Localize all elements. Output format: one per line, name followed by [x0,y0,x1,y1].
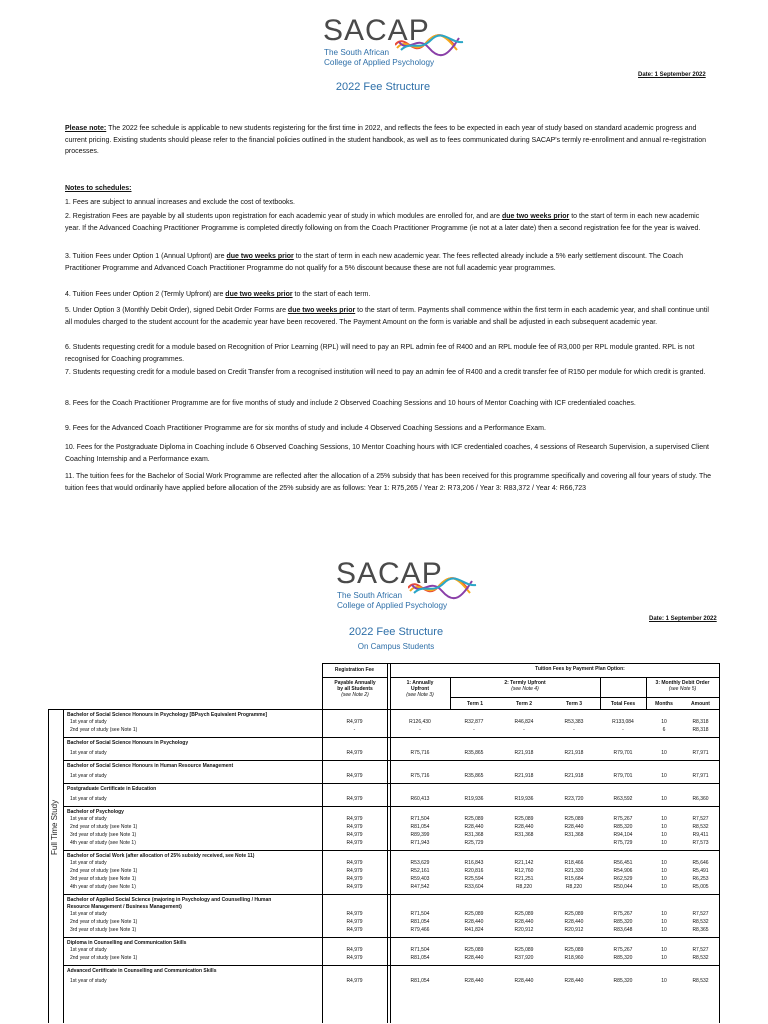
fee-value: R7,971 [692,773,709,779]
fee-value: R25,089 [514,816,534,822]
fee-value: R8,220 [515,884,533,890]
fee-value: 10 [661,884,667,890]
fee-value: R25,729 [464,840,484,846]
fee-value: R85,320 [613,824,633,830]
fee-value: R50,044 [613,884,633,890]
please-note-paragraph [65,123,713,158]
fee-value: R4,979 [346,947,363,953]
fee-value: R32,877 [464,719,484,725]
fee-value: R8,318 [692,727,709,733]
logo-wordmark: SACAP [323,14,430,47]
fee-value: R25,089 [514,947,534,953]
fee-value: R25,089 [564,911,584,917]
fee-value: R79,466 [410,927,430,933]
fee-value: R75,716 [410,773,430,779]
table-rule [719,709,720,1023]
side-label-full-time-study: Full Time Study [50,799,59,855]
fee-value: R5,491 [692,868,709,874]
note-3: 3. Tuition Fees under Option 1 (Annual Upfront) are due two weeks prior to the start of term in each new academic year. The fees reflected already include a 5% early settlement discount. The Coach Practitioner Programme and Advanced Coach Practitioner Programme do not qualify for a 5% discount because these are not full academic year programmes. [65,253,684,272]
logo-tagline-2: College of Applied Psychology [337,601,448,610]
sacap-logo-bottom [336,557,466,619]
fee-value: R4,979 [346,927,363,933]
fee-value: 10 [661,978,667,984]
fee-value: R53,383 [564,719,584,725]
page-title-bottom: 2022 Fee Structure [348,626,444,638]
fee-value: R4,979 [346,816,363,822]
date-bottom: Date: 1 September 2022 [649,616,717,622]
fee-value: R56,451 [613,860,633,866]
fee-value: R4,979 [346,955,363,961]
fee-value: R28,440 [564,824,584,830]
year-of-study-label: 1st year of study [70,773,107,779]
fee-value: R19,936 [514,796,534,802]
header-registration-fee: Registration Fee [334,667,375,673]
fee-value: - [523,727,525,733]
fee-value: R28,440 [464,955,484,961]
fee-value: R75,716 [410,750,430,756]
fee-value: 10 [661,832,667,838]
year-of-study-label: 2nd year of study (see Note 1) [70,824,138,830]
fee-value: R85,320 [613,978,633,984]
fee-value: 10 [661,840,667,846]
header-months: Months [655,701,673,707]
year-of-study-label: 4th year of study (see Note 1) [70,840,136,846]
year-of-study-label: 2nd year of study (see Note 1) [70,727,138,733]
table-rule [48,709,719,710]
fee-value: R9,411 [692,832,709,838]
header-option-3: 3: Monthly Debit Order [655,680,710,686]
fee-value: R81,054 [410,978,430,984]
fee-value: R28,440 [514,824,534,830]
fee-value: 10 [661,796,667,802]
year-of-study-label: 3rd year of study (see Note 1) [70,927,137,933]
fee-value: R4,979 [346,876,363,882]
programme-name-cont: Resource Management / Business Management) [67,904,182,910]
fee-value: 10 [661,750,667,756]
table-rule [63,783,719,784]
header-note-5: (see Note 5) [668,686,697,692]
fee-value: R71,504 [410,911,430,917]
fee-value: R12,760 [514,868,534,874]
fee-value: R53,629 [410,860,430,866]
table-rule [63,760,719,761]
fee-value: R31,368 [514,832,534,838]
fee-value: R4,979 [346,832,363,838]
fee-value: R52,161 [410,868,430,874]
fee-value: R20,912 [564,927,584,933]
programme-name: Advanced Certificate in Counselling and Communication Skills [67,968,217,974]
page-subtitle: On Campus Students [357,642,435,651]
fee-value: R21,918 [564,773,584,779]
fee-value: R31,368 [564,832,584,838]
table-rule [322,663,719,664]
year-of-study-label: 4th year of study (see Note 1) [70,884,136,890]
header-note-2: (see Note 2) [341,692,369,698]
fee-value: - [419,727,421,733]
fee-value: R5,646 [692,860,709,866]
fee-value: 10 [661,927,667,933]
fee-value: 6 [662,727,666,733]
table-rule [63,850,719,851]
fee-value: R75,267 [613,947,633,953]
fee-value: R8,532 [692,978,709,984]
year-of-study-label: 1st year of study [70,796,107,802]
note-2: 2. Registration Fees are payable by all students upon registration for each academic year of study in which modules are enrolled for, and are due two weeks prior to the start of term in each new academic year. If the Advanced Coaching Practitioner Programme is completed directly following on from the Coach Practitioner Programme (ie not at a later date) then a second registration fee for the year is waived. [65,213,701,232]
fee-value: R21,251 [514,876,534,882]
table-rule [63,937,719,938]
fee-value: R4,979 [346,978,363,984]
fee-value: R75,267 [613,816,633,822]
header-option-2: 2: Termly Upfront [504,680,546,686]
fee-value: R6,253 [692,876,709,882]
fee-value: R23,720 [564,796,584,802]
note-7: 7. Students requesting credit for a module based on Credit Transfer from a recognised institution will need to pay an admin fee of R400 and a credit transfer fee of R150 per module for which credit is granted. [65,369,706,376]
fee-value: R41,824 [464,927,484,933]
fee-value: R63,592 [613,796,633,802]
fee-value: R47,542 [410,884,430,890]
year-of-study-label: 1st year of study [70,911,107,917]
fee-value: R16,843 [464,860,484,866]
fee-value: 10 [661,816,667,822]
header-by-all-students: by all Students [337,686,373,692]
table-rule [63,737,719,738]
fee-value: R8,532 [692,824,709,830]
fee-value: R8,220 [565,884,583,890]
fee-value: R133,084 [612,719,634,725]
fee-value: R4,979 [346,860,363,866]
year-of-study-label: 1st year of study [70,719,107,725]
programme-name: Bachelor of Social Science Honours in Human Resource Management [67,763,234,769]
fee-value: R21,142 [514,860,534,866]
header-term-3: Term 3 [565,701,583,707]
table-rule [390,677,719,678]
fee-value: R31,368 [464,832,484,838]
logo-wordmark: SACAP [336,557,443,590]
year-of-study-label: 1st year of study [70,978,107,984]
header-option-1-upfront: Upfront [410,686,430,692]
fee-value: R8,318 [692,719,709,725]
fee-value: R62,529 [613,876,633,882]
date-top: Date: 1 September 2022 [638,72,706,78]
fee-value: R4,979 [346,750,363,756]
fee-value: R25,089 [564,816,584,822]
fee-value: R85,320 [613,955,633,961]
fee-value: 10 [661,947,667,953]
fee-value: 10 [661,824,667,830]
header-note-4: (see Note 4) [511,686,539,692]
fee-value: R21,918 [514,773,534,779]
header-amount: Amount [691,701,710,707]
fee-value: 10 [661,919,667,925]
fee-value: R71,504 [410,816,430,822]
note-9: 9. Fees for the Advanced Coach Practitioner Programme are for six months of study and include 4 Observed Coaching Sessions and a Performance Exam. [65,425,546,432]
fee-value: R19,936 [464,796,484,802]
logo-wave-icon [408,573,480,603]
fee-value: R7,527 [692,911,709,917]
fee-value: 10 [661,876,667,882]
fee-value: R35,865 [464,750,484,756]
fee-value: 10 [661,868,667,874]
please-note-text: The 2022 fee schedule is applicable to new students registering for the first time in 2022, and reflects the fees to be expected in each year of study based on standard academic progress and current pricing. Existing students should please refer to the financial policies outlined in the student handbook, as well as to fees communicated during SACAP's termly re-enrollment and annual re-registration processes. [65,125,707,156]
fee-value: R28,440 [564,978,584,984]
year-of-study-label: 2nd year of study (see Note 1) [70,955,138,961]
page-title-top: 2022 Fee Structure [335,81,431,93]
sacap-logo-top [323,14,453,76]
fee-table [48,663,720,1024]
header-term-1: Term 1 [466,701,484,707]
fee-value: R94,104 [613,832,633,838]
fee-value: R46,824 [514,719,534,725]
note-11: 11. The tuition fees for the Bachelor of Social Work Programme are reflected after the allocation of a 25% subsidy that has been received for this programme specifically and covering all four years of study. The tuition fees that would ordinarily have applied before allocation of the 25% subsidy are as follows: Year 1: R75,265 / Year 2: R73,206 / Year 3: R83,372 / Year 4: R66,723 [65,473,712,492]
programme-name: Bachelor of Applied Social Science (majoring in Psychology and Counselling / Human [67,897,272,903]
fee-value: R71,943 [410,840,430,846]
fee-value: R18,960 [564,955,584,961]
fee-value: R81,054 [410,919,430,925]
table-rule [387,663,388,1023]
header-tuition-fees: Tuition Fees by Payment Plan Option: [535,666,625,672]
table-rule [63,894,719,895]
fee-value: R37,920 [514,955,534,961]
programme-name: Bachelor of Social Work (after allocation of 25% subsidy received, see Note 11) [67,853,255,859]
fee-value: R75,267 [613,911,633,917]
fee-value: R7,527 [692,947,709,953]
table-rule [322,677,387,678]
fee-value: R60,413 [410,796,430,802]
please-note-label: Please note: [65,125,107,132]
fee-value: R20,816 [464,868,484,874]
fee-value: R4,979 [346,884,363,890]
fee-value: - [573,727,575,733]
header-option-1: 1: Annually [406,680,434,686]
table-rule [646,697,719,698]
fee-value: R8,365 [692,927,709,933]
fee-value: R25,089 [464,911,484,917]
note-6: 6. Students requesting credit for a module based on Recognition of Prior Learning (RPL) will need to pay an RPL admin fee of R400 and an RPL module fee of R3,000 per RPL module granted. RPL is not recognised for Coaching programmes. [65,344,695,363]
table-rule [63,965,719,966]
fee-value: R28,440 [464,824,484,830]
fee-value: R4,979 [346,919,363,925]
fee-value: 10 [661,719,667,725]
fee-value: R59,403 [410,876,430,882]
fee-value: R21,918 [514,750,534,756]
fee-value: R20,912 [514,927,534,933]
fee-value: R126,430 [409,719,431,725]
fee-value: - [473,727,475,733]
fee-value: R81,054 [410,955,430,961]
fee-value: R25,089 [464,816,484,822]
logo-tagline-2: College of Applied Psychology [324,58,435,67]
fee-value: R18,466 [564,860,584,866]
table-rule [450,697,646,698]
fee-value: R8,532 [692,955,709,961]
notes-heading: Notes to schedules: [65,185,132,192]
fee-value: R85,320 [613,919,633,925]
fee-value: R35,865 [464,773,484,779]
fee-value: R21,918 [564,750,584,756]
note-5: 5. Under Option 3 (Monthly Debit Order), signed Debit Order Forms are due two weeks prior to the start of term. Payments shall commence within the first term in each academic year, and shall continue until all modules charged to the student account for the academic year have been recovered. The Payment Amount on the form is variable and shall be adjusted in each subsequent academic year. [65,307,709,326]
table-rule [719,663,720,709]
fee-value: R15,684 [564,876,584,882]
fee-value: R28,440 [464,978,484,984]
fee-value: R28,440 [514,919,534,925]
fee-value: R81,054 [410,824,430,830]
fee-value: R7,527 [692,816,709,822]
fee-value: R28,440 [464,919,484,925]
fee-value: R25,089 [464,947,484,953]
fee-value: R5,005 [692,884,709,890]
fee-value: R4,979 [346,796,363,802]
fee-value: - [353,727,356,733]
header-total-fees: Total Fees [610,701,636,707]
note-10: 10. Fees for the Postgraduate Diploma in Coaching include 6 Observed Coaching Sessions, 10 Mentor Coaching hours with ICF credentialed coaches, 4 sessions of Research Supervision, a supervised Client Coaching Internship and a Performance exam. [65,444,709,463]
fee-value: R4,979 [346,773,363,779]
year-of-study-label: 1st year of study [70,750,107,756]
table-rule [63,806,719,807]
fee-value: R28,440 [564,919,584,925]
fee-value: R4,979 [346,824,363,830]
table-rule [63,709,64,1023]
fee-value: 10 [661,955,667,961]
fee-value: R89,399 [410,832,430,838]
fee-value: 10 [661,860,667,866]
programme-name: Bachelor of Social Science Honours in Psychology [BPsych Equivalent Programme] [67,712,268,718]
year-of-study-label: 3rd year of study (see Note 1) [70,832,137,838]
fee-value: R4,979 [346,840,363,846]
logo-wave-icon [395,30,467,60]
fee-value: R25,594 [464,876,484,882]
programme-name: Postgraduate Certificate in Education [67,786,157,792]
programme-name: Bachelor of Psychology [67,809,124,815]
year-of-study-label: 1st year of study [70,816,107,822]
fee-value: R33,604 [464,884,484,890]
programme-name: Diploma in Counselling and Communication Skills [67,940,187,946]
fee-value: R4,979 [346,868,363,874]
header-payable-annually: Payable Annually [334,680,376,686]
year-of-study-label: 1st year of study [70,860,107,866]
programme-name: Bachelor of Social Science Honours in Psychology [67,740,189,746]
fee-value: R21,330 [564,868,584,874]
year-of-study-label: 3rd year of study (see Note 1) [70,876,137,882]
logo-tagline-1: The South African [324,48,390,57]
fee-value: R25,089 [564,947,584,953]
fee-value: R79,701 [613,750,633,756]
fee-value: R75,729 [613,840,633,846]
fee-value: R79,701 [613,773,633,779]
fee-value: 10 [661,911,667,917]
fee-value: R6,360 [692,796,709,802]
fee-value: R71,504 [410,947,430,953]
note-4: 4. Tuition Fees under Option 2 (Termly Upfront) are due two weeks prior to the start of each term. [65,291,371,298]
fee-value: R83,648 [613,927,633,933]
fee-value: R7,573 [692,840,709,846]
note-8: 8. Fees for the Coach Practitioner Programme are for five months of study and include 2 Observed Coaching Sessions and 10 hours of Mentor Coaching with ICF credentialed coaches. [65,400,636,407]
header-note-3: (see Note 3) [406,692,434,698]
fee-value: R4,979 [346,911,363,917]
year-of-study-label: 2nd year of study (see Note 1) [70,868,138,874]
fee-value: R28,440 [514,978,534,984]
year-of-study-label: 1st year of study [70,947,107,953]
fee-value: R25,089 [514,911,534,917]
fee-value: R8,532 [692,919,709,925]
fee-value: R7,971 [692,750,709,756]
header-term-2: Term 2 [515,701,533,707]
fee-value: 10 [661,773,667,779]
fee-value: - [622,727,624,733]
note-1: 1. Fees are subject to annual increases and exclude the cost of textbooks. [65,199,295,206]
table-rule [48,709,49,1023]
logo-tagline-1: The South African [337,591,403,600]
year-of-study-label: 2nd year of study (see Note 1) [70,919,138,925]
fee-value: R4,979 [346,719,363,725]
fee-value: R54,906 [613,868,633,874]
